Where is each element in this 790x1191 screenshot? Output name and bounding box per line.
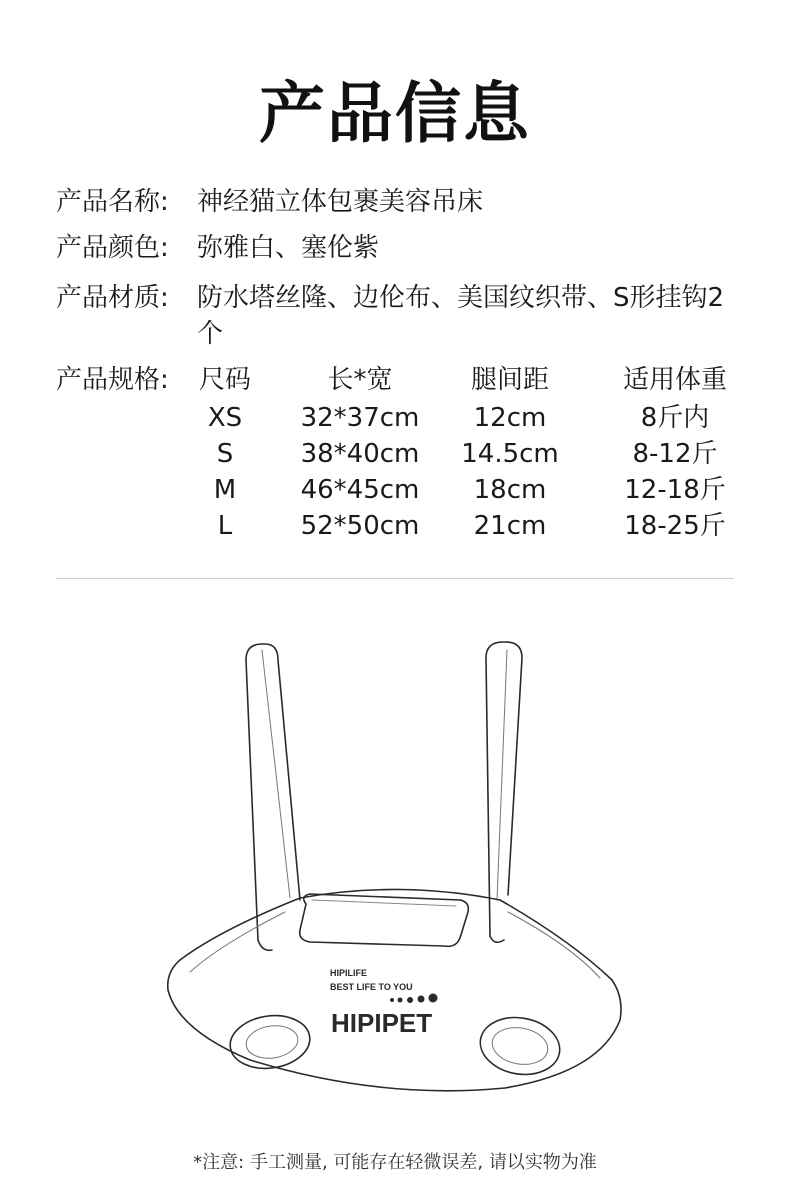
spec-cell: 8-12斤 — [632, 439, 718, 469]
spec-cell: 8斤内 — [640, 403, 710, 433]
spec-cell: 38*40cm — [300, 439, 420, 469]
brand-dots — [390, 994, 438, 1004]
spec-header-weight: 适用体重 — [622, 365, 727, 395]
product-color-label: 产品颜色: — [56, 233, 169, 263]
spec-cell: M — [213, 475, 237, 505]
product-name-value: 神经猫立体包裹美容吊床 — [197, 187, 484, 217]
spec-cell: L — [217, 511, 233, 541]
right-leg-hole — [476, 1011, 565, 1080]
section-divider — [56, 578, 734, 579]
product-spec-label: 产品规格: — [56, 365, 169, 395]
product-name-label: 产品名称: — [56, 187, 169, 217]
left-strap — [246, 644, 300, 940]
product-material-label: 产品材质: — [56, 283, 169, 313]
right-strap — [486, 642, 522, 936]
spec-cell: 46*45cm — [300, 475, 420, 505]
page-title: 产品信息 — [259, 75, 531, 152]
hammock-illustration — [0, 600, 790, 1140]
spec-header-size: 尺码 — [198, 365, 251, 395]
spec-cell: 12cm — [473, 403, 547, 433]
spec-cell: XS — [207, 403, 243, 433]
measurement-note: *注意: 手工测量, 可能存在轻微误差, 请以实物为准 — [193, 1152, 597, 1173]
product-material-value: 防水塔丝隆、边伦布、美国纹织带、S形挂钩2个 — [197, 283, 725, 349]
spec-cell: 32*37cm — [300, 403, 420, 433]
spec-cell: 52*50cm — [300, 511, 420, 541]
product-color-value: 弥雅白、塞伦紫 — [197, 233, 380, 263]
spec-cell: S — [216, 439, 234, 469]
spec-cell: 14.5cm — [461, 439, 559, 469]
spec-header-dimensions: 长*宽 — [327, 365, 393, 395]
spec-header-leg-distance: 腿间距 — [470, 365, 549, 395]
spec-cell: 21cm — [473, 511, 547, 541]
left-leg-hole — [227, 1011, 313, 1074]
spec-cell: 18cm — [473, 475, 547, 505]
top-panel — [300, 894, 469, 946]
brand-small-line-1: HIPILIFE — [330, 968, 368, 978]
brand-small-line-2: BEST LIFE TO YOU — [330, 982, 413, 992]
spec-cell: 12-18斤 — [624, 475, 726, 505]
brand-logo: HIPIPET — [331, 1008, 433, 1038]
spec-cell: 18-25斤 — [624, 511, 726, 541]
